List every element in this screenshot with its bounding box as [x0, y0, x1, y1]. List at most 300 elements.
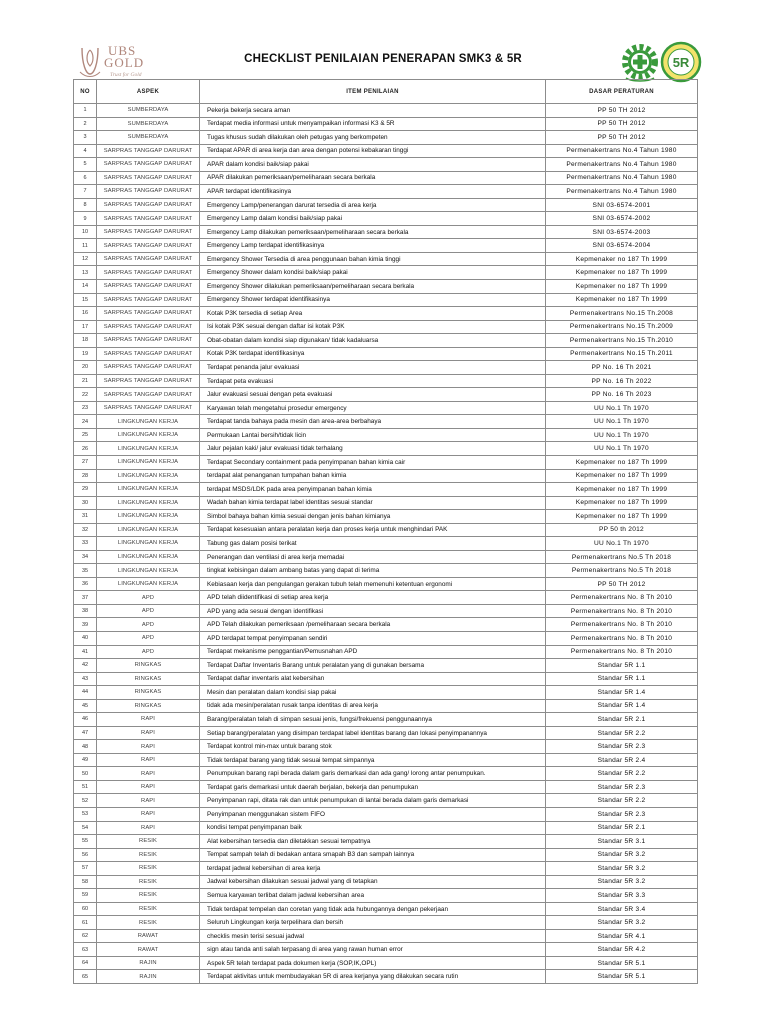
- row-item: terdapat alat penanganan tumpahan bahan kimia: [200, 470, 546, 484]
- row-item: Terdapat Secondary containment pada penyimpanan bahan kimia cair: [200, 456, 546, 470]
- row-item: APD telah diidentifikasi di setiap area kerja: [200, 591, 546, 605]
- row-dasar: PP No. 16 Th 2023: [546, 388, 698, 402]
- row-no: 29: [74, 483, 97, 497]
- row-dasar: Permenakertrans No. 8 Th 2010: [546, 646, 698, 660]
- row-no: 2: [74, 118, 97, 132]
- row-no: 53: [74, 808, 97, 822]
- row-aspek: SARPRAS TANGGAP DARURAT: [97, 226, 200, 240]
- row-no: 37: [74, 591, 97, 605]
- row-item: APD terdapat tempat penyimpanan sendiri: [200, 632, 546, 646]
- row-dasar: SNI 03-6574-2001: [546, 199, 698, 213]
- row-aspek: SUMBERDAYA: [97, 118, 200, 132]
- row-item: Penyimpanan rapi, ditata rak dan untuk penumpukan di lantai berada dalam garis demarkasi: [200, 794, 546, 808]
- row-no: 64: [74, 957, 97, 971]
- row-dasar: Permenakertrans No.4 Tahun 1980: [546, 185, 698, 199]
- row-item: Terdapat garis demarkasi untuk daerah berjalan, bekerja dan penumpukan: [200, 781, 546, 795]
- row-aspek: RAPI: [97, 822, 200, 836]
- logo-ubs-text: UBS: [108, 43, 137, 58]
- row-aspek: SARPRAS TANGGAP DARURAT: [97, 172, 200, 186]
- row-aspek: LINGKUNGAN KERJA: [97, 470, 200, 484]
- row-no: 4: [74, 145, 97, 159]
- row-aspek: RINGKAS: [97, 686, 200, 700]
- row-item: Obat-obatan dalam kondisi siap digunakan/ tidak kadaluarsa: [200, 334, 546, 348]
- row-dasar: Standar 5R 5.1: [546, 970, 698, 984]
- row-aspek: APD: [97, 632, 200, 646]
- row-no: 6: [74, 172, 97, 186]
- logo-tagline: Trust for Gold: [110, 72, 142, 78]
- row-no: 23: [74, 402, 97, 416]
- table-row: [74, 470, 698, 484]
- row-item: Tempat sampah telah di bedakan antara smapah B3 dan sampah lainnya: [200, 849, 546, 863]
- row-dasar: Standar 5R 3.1: [546, 835, 698, 849]
- table-row: [74, 862, 698, 876]
- row-aspek: RINGKAS: [97, 659, 200, 673]
- row-item: Jadwal kebersihan dilakukan sesuai jadwal yang di tetapkan: [200, 876, 546, 890]
- table-row: [74, 294, 698, 308]
- table-row: [74, 415, 698, 429]
- row-aspek: RESIK: [97, 903, 200, 917]
- row-aspek: LINGKUNGAN KERJA: [97, 456, 200, 470]
- row-item: tidak ada mesin/peralatan rusak tanpa identitas di area kerja: [200, 700, 546, 714]
- table-row: [74, 537, 698, 551]
- row-aspek: LINGKUNGAN KERJA: [97, 524, 200, 538]
- row-item: Karyawan telah mengetahui prosedur emergency: [200, 402, 546, 416]
- table-row: [74, 822, 698, 836]
- row-aspek: RESIK: [97, 916, 200, 930]
- row-item: Jalur pejalan kaki/ jalur evakuasi tidak terhalang: [200, 442, 546, 456]
- row-aspek: SARPRAS TANGGAP DARURAT: [97, 388, 200, 402]
- row-dasar: Standar 5R 1.1: [546, 673, 698, 687]
- row-aspek: SARPRAS TANGGAP DARURAT: [97, 402, 200, 416]
- row-dasar: Standar 5R 2.3: [546, 740, 698, 754]
- row-dasar: SNI 03-6574-2002: [546, 212, 698, 226]
- table-row: [74, 321, 698, 335]
- row-no: 57: [74, 862, 97, 876]
- table-row: [74, 916, 698, 930]
- row-no: 3: [74, 131, 97, 145]
- table-row: [74, 334, 698, 348]
- table-row: [74, 727, 698, 741]
- table-row: [74, 199, 698, 213]
- row-aspek: SARPRAS TANGGAP DARURAT: [97, 294, 200, 308]
- table-row: [74, 632, 698, 646]
- row-item: Kebiasaan kerja dan pengulangan gerakan tubuh telah memenuhi ketentuan ergonomi: [200, 578, 546, 592]
- row-item: Emergency Lamp/penerangan darurat tersedia di area kerja: [200, 199, 546, 213]
- table-row: [74, 551, 698, 565]
- table-row: [74, 145, 698, 159]
- row-item: Permukaan Lantai bersih/tidak licin: [200, 429, 546, 443]
- row-aspek: SARPRAS TANGGAP DARURAT: [97, 158, 200, 172]
- row-no: 13: [74, 266, 97, 280]
- table-row: [74, 239, 698, 253]
- row-no: 61: [74, 916, 97, 930]
- row-dasar: Standar 5R 3.2: [546, 876, 698, 890]
- row-aspek: SARPRAS TANGGAP DARURAT: [97, 199, 200, 213]
- header-item: ITEM PENILAIAN: [200, 80, 546, 104]
- row-aspek: SARPRAS TANGGAP DARURAT: [97, 348, 200, 362]
- row-dasar: Standar 5R 3.2: [546, 849, 698, 863]
- table-row: [74, 212, 698, 226]
- row-no: 21: [74, 375, 97, 389]
- row-dasar: Standar 5R 2.2: [546, 767, 698, 781]
- row-aspek: SARPRAS TANGGAP DARURAT: [97, 266, 200, 280]
- row-no: 43: [74, 673, 97, 687]
- row-aspek: RAWAT: [97, 943, 200, 957]
- row-no: 10: [74, 226, 97, 240]
- row-no: 54: [74, 822, 97, 836]
- row-item: Kotak P3K tersedia di setiap Area: [200, 307, 546, 321]
- row-item: Jalur evakuasi sesuai dengan peta evakuasi: [200, 388, 546, 402]
- row-dasar: Standar 5R 1.4: [546, 700, 698, 714]
- row-no: 39: [74, 618, 97, 632]
- table-row: [74, 578, 698, 592]
- row-item: Emergency Shower terdapat identifikasinya: [200, 294, 546, 308]
- row-dasar: Permenakertrans No. 8 Th 2010: [546, 632, 698, 646]
- row-dasar: Permenakertrans No.15 Th.2011: [546, 348, 698, 362]
- table-row: [74, 388, 698, 402]
- row-no: 49: [74, 754, 97, 768]
- row-aspek: LINGKUNGAN KERJA: [97, 551, 200, 565]
- row-item: Emergency Lamp terdapat identifikasinya: [200, 239, 546, 253]
- row-aspek: APD: [97, 591, 200, 605]
- table-row: [74, 618, 698, 632]
- row-item: Aspek 5R telah terdapat pada dokumen kerja (SOP,IK,OPL): [200, 957, 546, 971]
- row-dasar: Standar 5R 3.4: [546, 903, 698, 917]
- row-dasar: Standar 5R 5.1: [546, 957, 698, 971]
- row-dasar: Permenakertrans No.15 Th.2008: [546, 307, 698, 321]
- row-dasar: PP 50 TH 2012: [546, 104, 698, 118]
- table-row: [74, 497, 698, 511]
- row-no: 47: [74, 727, 97, 741]
- row-no: 59: [74, 889, 97, 903]
- row-dasar: Kepmenaker no 187 Th 1999: [546, 294, 698, 308]
- row-no: 1: [74, 104, 97, 118]
- row-item: APD yang ada sesuai dengan identifikasi: [200, 605, 546, 619]
- table-row: [74, 794, 698, 808]
- header-dasar: DASAR PERATURAN: [546, 80, 698, 104]
- row-dasar: PP 50 th 2012: [546, 524, 698, 538]
- table-row: [74, 375, 698, 389]
- ubs-swirl-icon: [76, 44, 104, 80]
- row-aspek: SARPRAS TANGGAP DARURAT: [97, 280, 200, 294]
- row-aspek: SARPRAS TANGGAP DARURAT: [97, 212, 200, 226]
- row-no: 27: [74, 456, 97, 470]
- row-no: 19: [74, 348, 97, 362]
- row-no: 40: [74, 632, 97, 646]
- row-no: 45: [74, 700, 97, 714]
- row-no: 62: [74, 930, 97, 944]
- row-aspek: RAPI: [97, 781, 200, 795]
- row-no: 8: [74, 199, 97, 213]
- row-aspek: SARPRAS TANGGAP DARURAT: [97, 334, 200, 348]
- row-no: 15: [74, 294, 97, 308]
- row-dasar: Permenakertrans No.15 Th.2009: [546, 321, 698, 335]
- row-aspek: RESIK: [97, 835, 200, 849]
- row-dasar: Kepmenaker no 187 Th 1999: [546, 470, 698, 484]
- row-aspek: SARPRAS TANGGAP DARURAT: [97, 185, 200, 199]
- table-row: [74, 104, 698, 118]
- row-dasar: UU No.1 Th 1970: [546, 537, 698, 551]
- table-row: [74, 673, 698, 687]
- row-item: checklis mesin terisi sesuai jadwal: [200, 930, 546, 944]
- row-dasar: SNI 03-6574-2004: [546, 239, 698, 253]
- table-row: [74, 402, 698, 416]
- row-dasar: PP No. 16 Th 2022: [546, 375, 698, 389]
- row-item: Barang/peralatan telah di simpan sesuai jenis, fungsi/frekuensi penggunaannya: [200, 713, 546, 727]
- row-no: 22: [74, 388, 97, 402]
- row-item: Emergency Shower dalam kondisi baik/siap pakai: [200, 266, 546, 280]
- table-row: [74, 456, 698, 470]
- row-item: Terdapat mekanisme penggantian/Pemusnahan APD: [200, 646, 546, 660]
- row-no: 9: [74, 212, 97, 226]
- row-dasar: SNI 03-6574-2003: [546, 226, 698, 240]
- row-dasar: Permenakertrans No.4 Tahun 1980: [546, 145, 698, 159]
- table-header: [74, 80, 698, 104]
- row-item: Tidak terdapat tempelan dan coretan yang tidak ada hubungannya dengan pekerjaan: [200, 903, 546, 917]
- header-no: NO: [74, 80, 97, 104]
- row-aspek: RESIK: [97, 889, 200, 903]
- table-row: [74, 740, 698, 754]
- row-dasar: Kepmenaker no 187 Th 1999: [546, 266, 698, 280]
- row-aspek: LINGKUNGAN KERJA: [97, 564, 200, 578]
- row-no: 16: [74, 307, 97, 321]
- row-aspek: APD: [97, 646, 200, 660]
- row-dasar: Standar 5R 2.2: [546, 794, 698, 808]
- table-row: [74, 131, 698, 145]
- row-item: Penyimpanan menggunakan sistem FIFO: [200, 808, 546, 822]
- row-item: Kotak P3K terdapat identifikasinya: [200, 348, 546, 362]
- row-aspek: LINGKUNGAN KERJA: [97, 442, 200, 456]
- table-row: [74, 713, 698, 727]
- row-item: terdapat jadwal kebersihan di area kerja: [200, 862, 546, 876]
- row-aspek: LINGKUNGAN KERJA: [97, 537, 200, 551]
- table-row: [74, 361, 698, 375]
- row-no: 5: [74, 158, 97, 172]
- row-dasar: Standar 5R 2.4: [546, 754, 698, 768]
- row-aspek: RAPI: [97, 794, 200, 808]
- row-dasar: Standar 5R 1.4: [546, 686, 698, 700]
- table-row: [74, 646, 698, 660]
- row-no: 38: [74, 605, 97, 619]
- row-dasar: Kepmenaker no 187 Th 1999: [546, 483, 698, 497]
- row-item: APD Telah dilakukan pemeriksaan /pemeliharaan secara berkala: [200, 618, 546, 632]
- row-no: 41: [74, 646, 97, 660]
- page-title: CHECKLIST PENILAIAN PENERAPAN SMK3 & 5R: [244, 53, 522, 65]
- row-aspek: SARPRAS TANGGAP DARURAT: [97, 375, 200, 389]
- row-no: 18: [74, 334, 97, 348]
- row-item: Emergency Shower Tersedia di area penggunaan bahan kimia tinggi: [200, 253, 546, 267]
- header-aspek: ASPEK: [97, 80, 200, 104]
- row-no: 65: [74, 970, 97, 984]
- row-aspek: RESIK: [97, 876, 200, 890]
- table-row: [74, 483, 698, 497]
- row-no: 34: [74, 551, 97, 565]
- row-no: 35: [74, 564, 97, 578]
- row-item: Terdapat daftar inventaris alat kebersihan: [200, 673, 546, 687]
- table-row: [74, 172, 698, 186]
- row-item: Terdapat Daftar Inventaris Barang untuk peralatan yang di gunakan bersama: [200, 659, 546, 673]
- row-item: Tidak terdapat barang yang tidak sesuai tempat simpannya: [200, 754, 546, 768]
- row-dasar: Permenakertrans No.15 Th.2010: [546, 334, 698, 348]
- row-no: 31: [74, 510, 97, 524]
- row-dasar: Kepmenaker no 187 Th 1999: [546, 253, 698, 267]
- table-row: [74, 808, 698, 822]
- row-aspek: SARPRAS TANGGAP DARURAT: [97, 145, 200, 159]
- row-item: APAR dalam kondisi baik/siap pakai: [200, 158, 546, 172]
- row-no: 14: [74, 280, 97, 294]
- row-dasar: Standar 5R 3.3: [546, 889, 698, 903]
- row-dasar: Standar 5R 2.2: [546, 727, 698, 741]
- row-aspek: APD: [97, 618, 200, 632]
- row-aspek: RAPI: [97, 740, 200, 754]
- row-no: 26: [74, 442, 97, 456]
- row-aspek: RAJIN: [97, 970, 200, 984]
- row-item: Seluruh Lingkungan kerja terpelihara dan bersih: [200, 916, 546, 930]
- row-aspek: LINGKUNGAN KERJA: [97, 510, 200, 524]
- table-row: [74, 876, 698, 890]
- table-row: [74, 253, 698, 267]
- row-no: 17: [74, 321, 97, 335]
- row-item: tingkat kebisingan dalam ambang batas yang dapat di terima: [200, 564, 546, 578]
- row-aspek: RAPI: [97, 727, 200, 741]
- row-dasar: Standar 5R 2.1: [546, 822, 698, 836]
- row-item: terdapat MSDS/LDK pada area penyimpanan bahan kimia: [200, 483, 546, 497]
- table-row: [74, 266, 698, 280]
- row-aspek: LINGKUNGAN KERJA: [97, 578, 200, 592]
- table-row: [74, 510, 698, 524]
- row-item: sign atau tanda anti salah terpasang di area yang rawan human error: [200, 943, 546, 957]
- row-dasar: Permenakertrans No. 8 Th 2010: [546, 605, 698, 619]
- table-row: [74, 429, 698, 443]
- table-row: [74, 185, 698, 199]
- row-dasar: Standar 5R 2.3: [546, 781, 698, 795]
- row-no: 51: [74, 781, 97, 795]
- row-dasar: PP 50 TH 2012: [546, 578, 698, 592]
- row-dasar: Kepmenaker no 187 Th 1999: [546, 510, 698, 524]
- row-item: Simbol bahaya bahan kimia sesuai dengan jenis bahan kimianya: [200, 510, 546, 524]
- row-dasar: Kepmenaker no 187 Th 1999: [546, 456, 698, 470]
- row-aspek: RAWAT: [97, 930, 200, 944]
- row-aspek: RINGKAS: [97, 673, 200, 687]
- table-row: [74, 591, 698, 605]
- row-dasar: Standar 5R 4.2: [546, 943, 698, 957]
- row-dasar: PP 50 TH 2012: [546, 118, 698, 132]
- row-dasar: UU No.1 Th 1970: [546, 429, 698, 443]
- row-no: 28: [74, 470, 97, 484]
- row-no: 63: [74, 943, 97, 957]
- row-aspek: SUMBERDAYA: [97, 131, 200, 145]
- table-row: [74, 700, 698, 714]
- table-row: [74, 158, 698, 172]
- row-item: Alat kebersihan tersedia dan diletakkan sesuai tempatnya: [200, 835, 546, 849]
- row-item: Emergency Shower dilakukan pemeriksaan/pemeliharaan secara berkala: [200, 280, 546, 294]
- row-item: Terdapat penanda jalur evakuasi: [200, 361, 546, 375]
- row-aspek: SARPRAS TANGGAP DARURAT: [97, 253, 200, 267]
- table-row: [74, 903, 698, 917]
- row-dasar: Standar 5R 3.2: [546, 916, 698, 930]
- row-dasar: Standar 5R 2.1: [546, 713, 698, 727]
- row-item: kondisi tempat penyimpanan baik: [200, 822, 546, 836]
- row-aspek: RESIK: [97, 862, 200, 876]
- row-item: APAR dilakukan pemeriksaan/pemeliharaan secara berkala: [200, 172, 546, 186]
- row-aspek: LINGKUNGAN KERJA: [97, 415, 200, 429]
- row-dasar: Permenakertrans No.5 Th 2018: [546, 564, 698, 578]
- row-item: Emergency Lamp dalam kondisi baik/siap pakai: [200, 212, 546, 226]
- row-no: 24: [74, 415, 97, 429]
- table-row: [74, 605, 698, 619]
- table-row: [74, 767, 698, 781]
- row-item: APAR terdapat identifikasinya: [200, 185, 546, 199]
- row-aspek: SARPRAS TANGGAP DARURAT: [97, 361, 200, 375]
- table-row: [74, 118, 698, 132]
- row-dasar: Kepmenaker no 187 Th 1999: [546, 280, 698, 294]
- table-row: [74, 524, 698, 538]
- row-aspek: SARPRAS TANGGAP DARURAT: [97, 321, 200, 335]
- row-aspek: APD: [97, 605, 200, 619]
- row-aspek: SARPRAS TANGGAP DARURAT: [97, 239, 200, 253]
- table-row: [74, 930, 698, 944]
- table-body: [74, 104, 698, 984]
- row-aspek: RESIK: [97, 849, 200, 863]
- row-dasar: Standar 5R 3.2: [546, 862, 698, 876]
- row-item: Mesin dan peralatan dalam kondisi siap pakai: [200, 686, 546, 700]
- table-row: [74, 280, 698, 294]
- row-item: Terdapat kontrol min-max untuk barang stok: [200, 740, 546, 754]
- table-row: [74, 442, 698, 456]
- row-no: 12: [74, 253, 97, 267]
- row-dasar: UU No.1 Th 1970: [546, 415, 698, 429]
- 5r-badge-icon: [660, 40, 702, 84]
- row-dasar: Standar 5R 2.3: [546, 808, 698, 822]
- row-no: 36: [74, 578, 97, 592]
- row-no: 30: [74, 497, 97, 511]
- row-dasar: Permenakertrans No.5 Th 2018: [546, 551, 698, 565]
- row-aspek: RAPI: [97, 808, 200, 822]
- row-dasar: Permenakertrans No. 8 Th 2010: [546, 618, 698, 632]
- row-aspek: SUMBERDAYA: [97, 104, 200, 118]
- row-dasar: Standar 5R 1.1: [546, 659, 698, 673]
- row-item: Terdapat tanda bahaya pada mesin dan area-area berbahaya: [200, 415, 546, 429]
- row-item: Terdapat peta evakuasi: [200, 375, 546, 389]
- row-dasar: Permenakertrans No.4 Tahun 1980: [546, 172, 698, 186]
- row-item: Terdapat media informasi untuk menyampaikan informasi K3 & 5R: [200, 118, 546, 132]
- table-row: [74, 348, 698, 362]
- row-no: 33: [74, 537, 97, 551]
- row-no: 52: [74, 794, 97, 808]
- ubs-gold-logo: [76, 42, 166, 84]
- row-aspek: LINGKUNGAN KERJA: [97, 497, 200, 511]
- table-row: [74, 835, 698, 849]
- row-aspek: LINGKUNGAN KERJA: [97, 429, 200, 443]
- row-aspek: RAPI: [97, 713, 200, 727]
- table-row: [74, 564, 698, 578]
- row-item: Terdapat kesesuaian antara peralatan kerja dan proses kerja untuk menghindari PAK: [200, 524, 546, 538]
- row-item: Setiap barang/peralatan yang disimpan terdapat label identitas barang dan lokasi penyimpanannya: [200, 727, 546, 741]
- row-dasar: Kepmenaker no 187 Th 1999: [546, 497, 698, 511]
- row-no: 50: [74, 767, 97, 781]
- row-no: 55: [74, 835, 97, 849]
- row-aspek: RAJIN: [97, 957, 200, 971]
- row-no: 44: [74, 686, 97, 700]
- row-no: 32: [74, 524, 97, 538]
- row-no: 56: [74, 849, 97, 863]
- table-row: [74, 889, 698, 903]
- 5r-badge-text: 5R: [672, 55, 690, 70]
- row-aspek: RAPI: [97, 754, 200, 768]
- row-item: Wadah bahan kimia terdapat label identitas sesuai standar: [200, 497, 546, 511]
- checklist-table: [73, 79, 698, 984]
- table-row: [74, 849, 698, 863]
